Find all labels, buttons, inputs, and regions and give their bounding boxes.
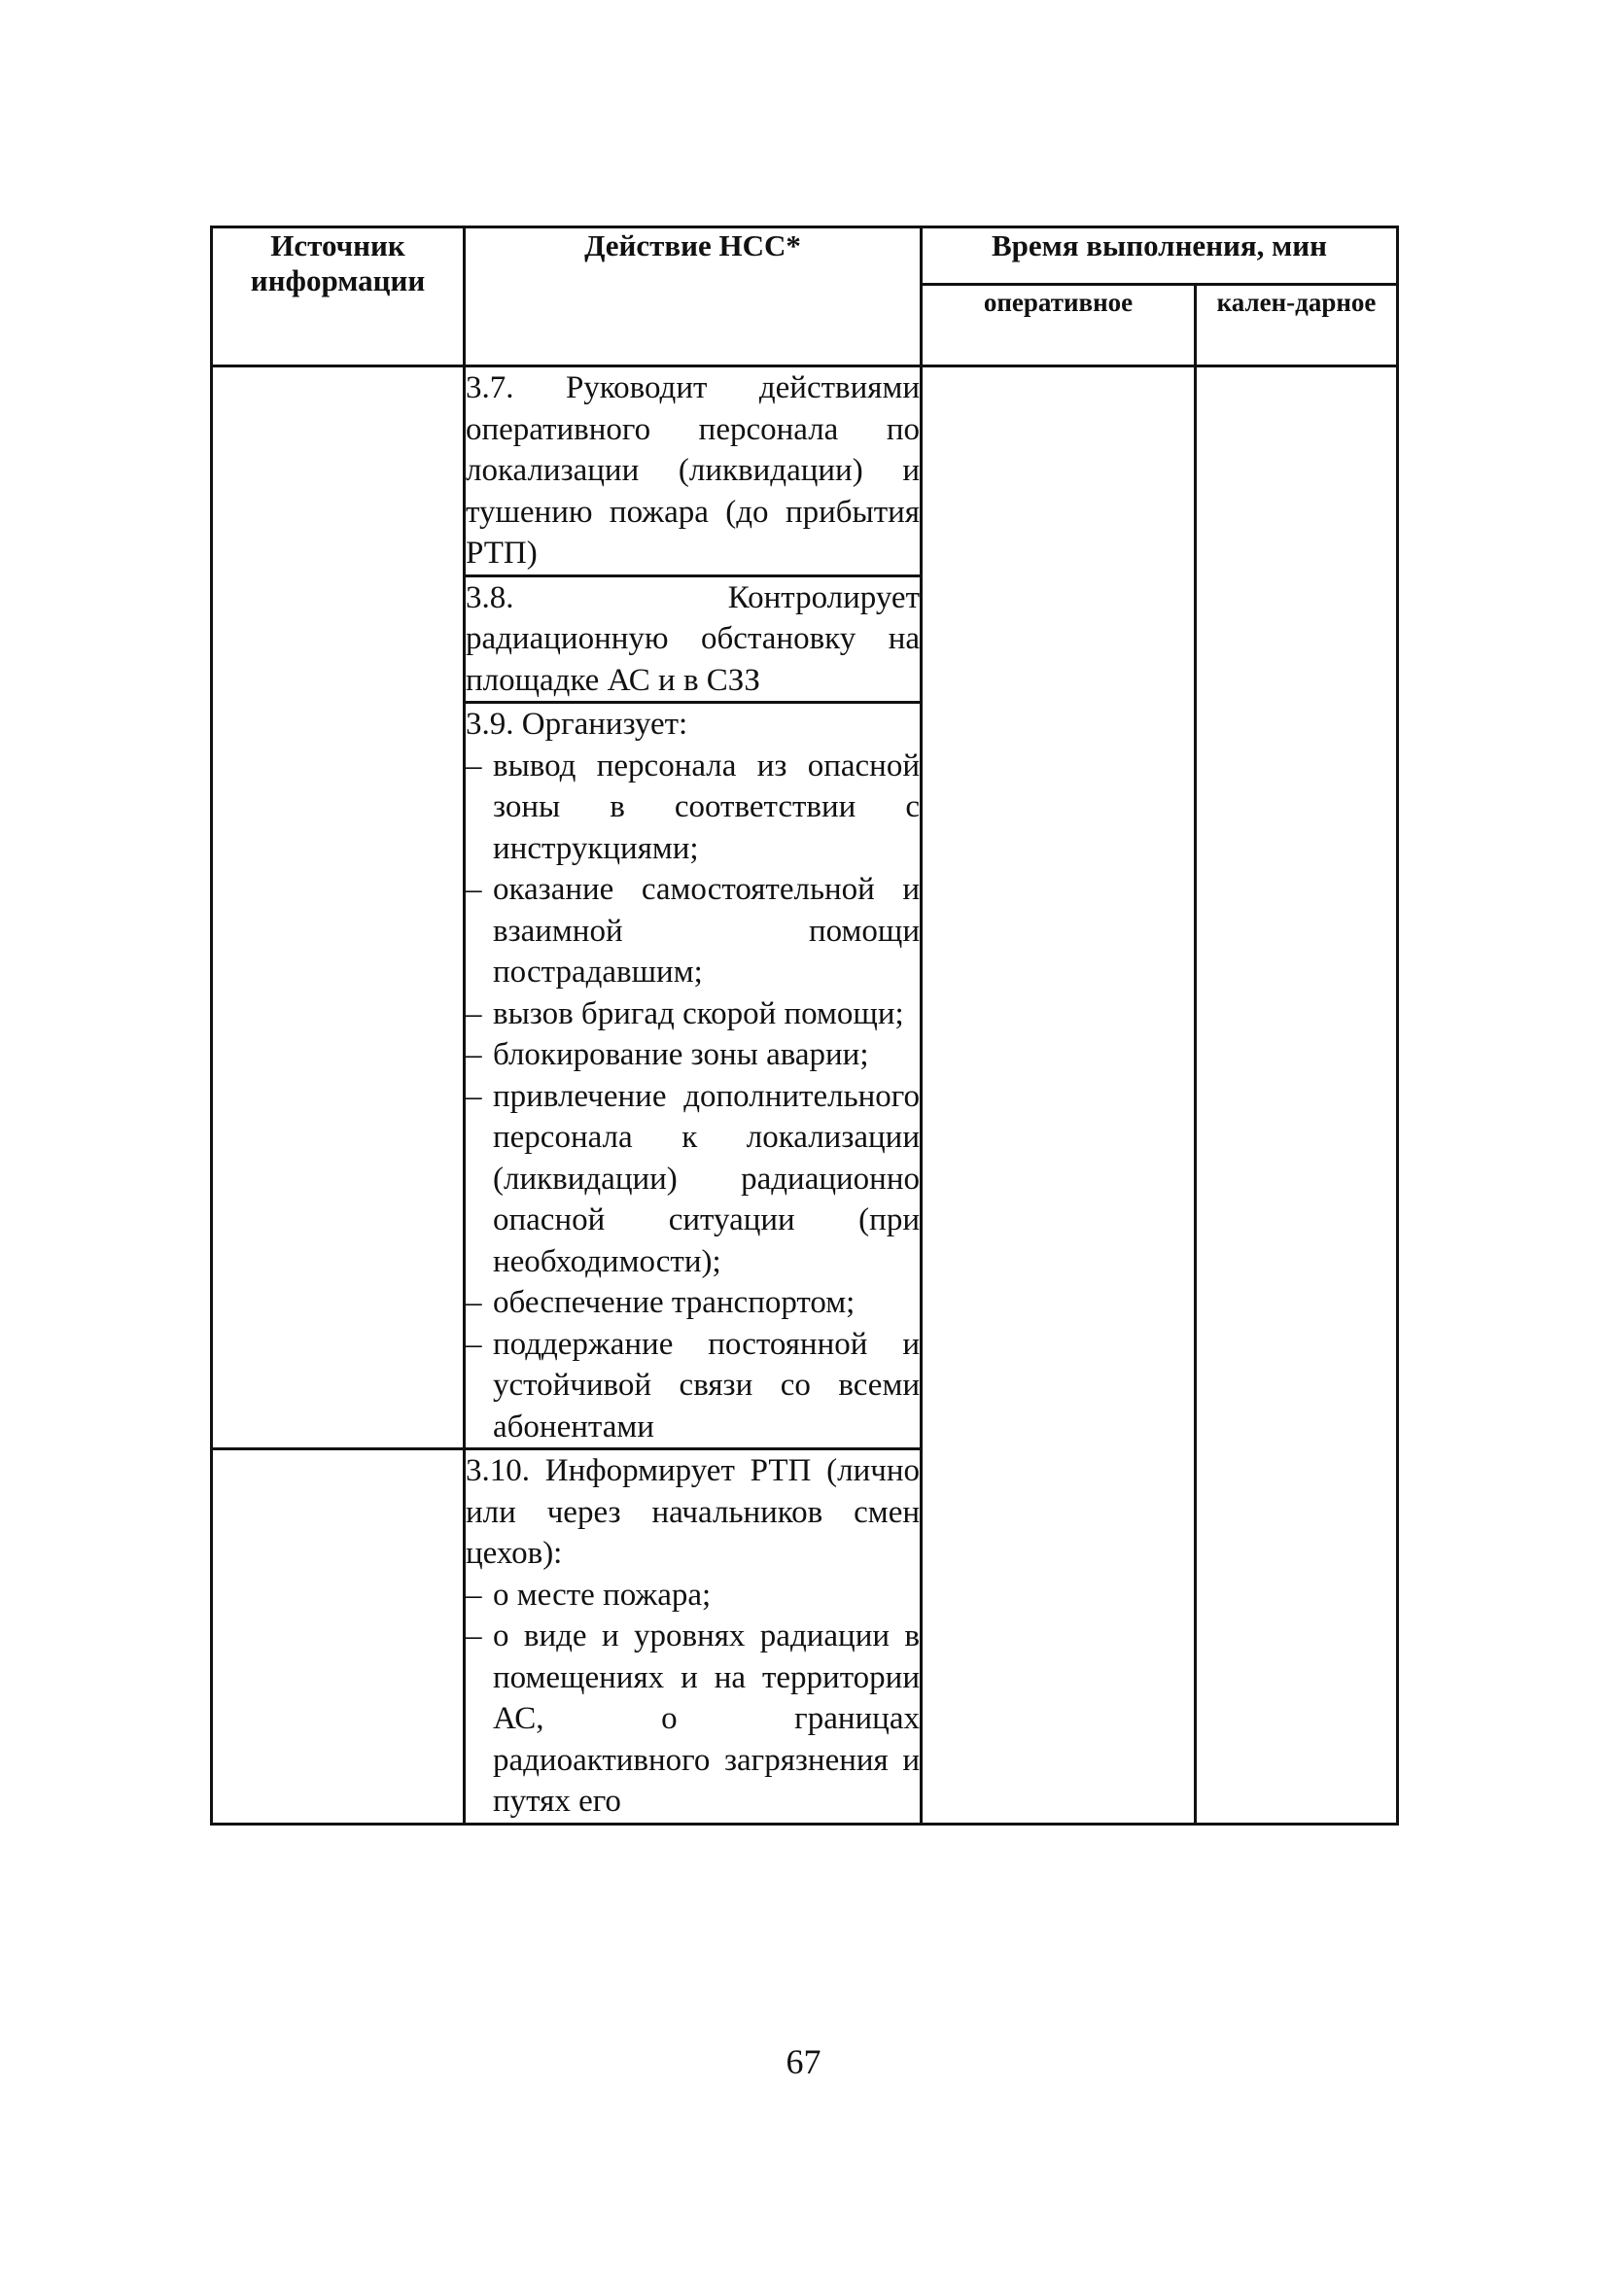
list-item: – блокирование зоны аварии; (466, 1034, 920, 1076)
operative-time-cell (922, 366, 1196, 1825)
header-time: Время выполнения, мин (922, 227, 1398, 285)
action-text: 3.7. Руководит действиями оперативного персонала по локализации (ликвидации) и тушению пожара (до прибытия РТП) (466, 370, 920, 571)
header-source: Источник информации (212, 227, 465, 366)
source-cell (212, 1449, 465, 1825)
action-text: 3.8. Контролирует радиационную обстановку на площадке АС и в СЗЗ (466, 579, 920, 698)
list-item: – вызов бригад скорой помощи; (466, 993, 920, 1035)
action-cell-3-8 (465, 575, 922, 703)
actions-table (210, 226, 1399, 1826)
page-number: 67 (786, 2042, 821, 2081)
list-item: – о месте пожара; (466, 1575, 920, 1617)
list-item: – поддержание постоянной и устойчивой связи со всеми абонентами (466, 1324, 920, 1448)
list-item: – о виде и уровнях радиации в помещениях и на территории АС, о границах радиоактивного загрязнения и путях его (466, 1616, 920, 1823)
list-item: – оказание самостоятельной и взаимной помощи пострадавшим; (466, 869, 920, 993)
action-cell-3-10 (465, 1449, 922, 1825)
table-row (212, 366, 1398, 576)
calendar-time-cell (1196, 366, 1398, 1825)
action-intro: 3.9. Организует: (466, 707, 688, 742)
action-list (466, 1575, 920, 1823)
action-cell-3-9 (465, 703, 922, 1449)
header-operative: оперативное (922, 285, 1196, 366)
table-header-row (212, 227, 1398, 285)
action-intro: 3.10. Информирует РТП (лично или через начальников смен цехов): (466, 1453, 920, 1571)
header-action: Действие НСС* (465, 227, 922, 366)
header-calendar: кален-дарное (1196, 285, 1398, 366)
source-cell (212, 366, 465, 1449)
list-item: – обеспечение транспортом; (466, 1282, 920, 1324)
action-list (466, 746, 920, 1448)
list-item: – вывод персонала из опасной зоны в соответствии с инструкциями; (466, 746, 920, 870)
action-cell-3-7 (465, 366, 922, 576)
list-item: – привлечение дополнительного персонала к локализации (ликвидации) радиационно опасной ситуации (при необходимости); (466, 1076, 920, 1283)
